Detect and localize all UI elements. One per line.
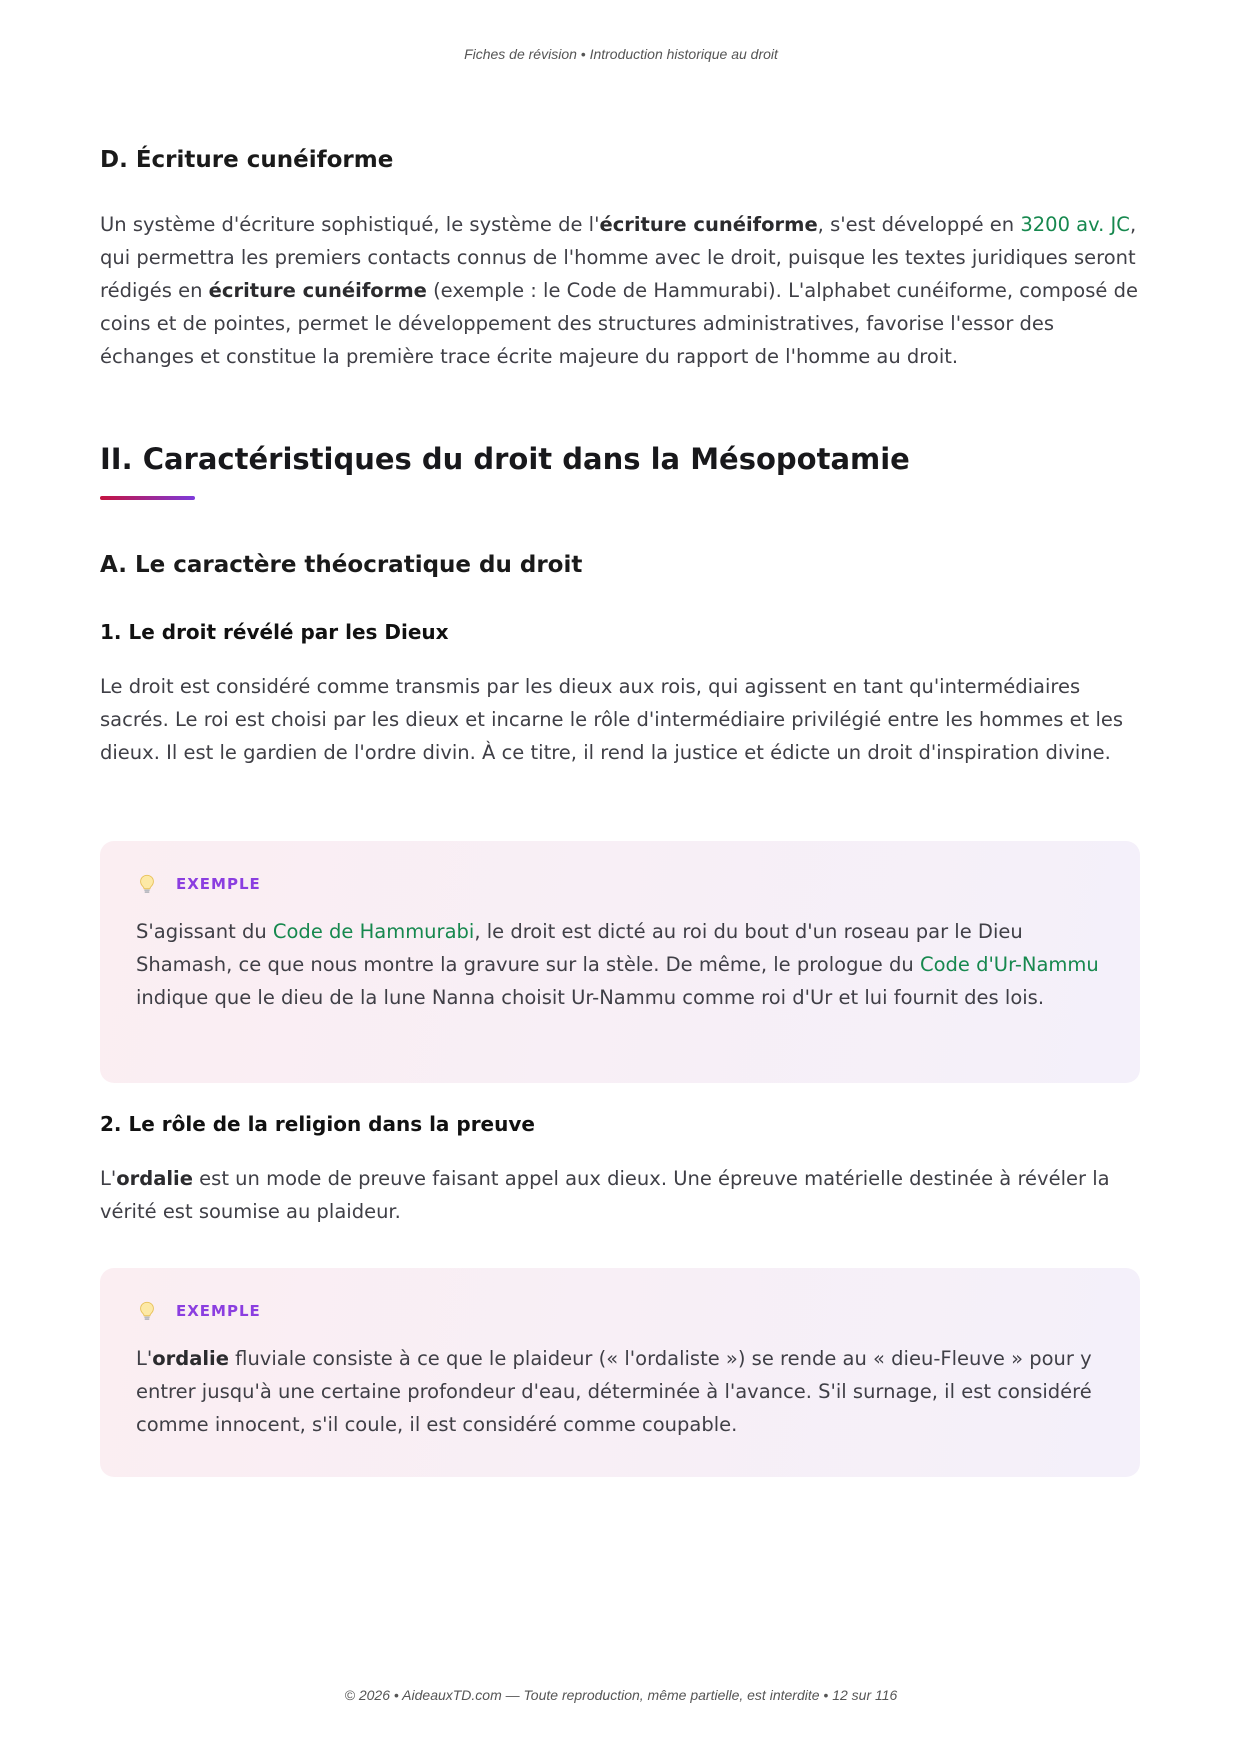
text-run: , le droit est dicté au roi du bout d'un roseau par le Dieu Shamash, ce que nous montre la gravure sur la stèle. De même, le prologue du — [136, 920, 1023, 976]
example-header — [136, 1300, 261, 1322]
text-run: , s'est développé en — [817, 213, 1021, 236]
bold-term: ordalie — [116, 1167, 193, 1190]
paragraph-droit-revele: Le droit est considéré comme transmis par les dieux aux rois, qui agissent en tant qu'intermédiaires sacrés. Le roi est choisi par les dieux et incarne le rôle d'intermédiaire privilégié entre les hommes et les dieux. Il est le gardien de l'ordre divin. À ce titre, il rend la justice et édicte un droit d'inspiration divine. — [100, 675, 1124, 764]
text-run: S'agissant du — [136, 920, 273, 943]
page-footer: © 2026 • AideauxTD.com — Toute reproduction, même partielle, est interdite • 12 sur 116 — [344, 1687, 898, 1703]
text-run: (exemple : le Code de Hammurabi). L'alphabet cunéiforme, composé de coins et de pointes, permet le développement des structures administratives, favorise l'essor des échanges et constitue la première trace écrite majeure du rapport de l'homme au droit. — [100, 279, 1138, 368]
code-hammurabi-link[interactable]: Code de Hammurabi — [272, 920, 475, 943]
section-underline — [100, 496, 195, 500]
subsection-title-a: A. Le caractère théocratique du droit — [100, 552, 583, 578]
bold-term: ordalie — [152, 1347, 229, 1370]
example-text-1 — [136, 915, 1106, 1014]
text-run: L' — [136, 1347, 153, 1370]
text-run: Un système d'écriture sophistiqué, le système de l' — [100, 213, 600, 236]
lightbulb-icon — [136, 1300, 158, 1322]
example-label: EXEMPLE — [176, 1302, 261, 1320]
paragraph-cuneiform — [100, 208, 1140, 373]
example-box-2 — [100, 1268, 1140, 1477]
date-link[interactable]: 3200 av. JC — [1020, 213, 1130, 236]
code-ur-nammu-link[interactable]: Code d'Ur-Nammu — [919, 953, 1099, 976]
text-run: fluviale consiste à ce que le plaideur (« l'ordaliste ») se rende au « dieu-Fleuve » pour y entrer jusqu'à une certaine profondeur d'eau, déterminée à l'avance. S'il surnage, il est considéré comme innocent, s'il coule, il est considéré comme coupable. — [136, 1347, 1092, 1436]
running-header: Fiches de révision • Introduction historique au droit — [464, 46, 778, 62]
paragraph-ordalie — [100, 1162, 1140, 1228]
bold-term: écriture cunéiforme — [208, 279, 427, 302]
bold-term: écriture cunéiforme — [599, 213, 818, 236]
text-run: , qui permettra les premiers contacts connus de l'homme avec le droit, puisque les textes juridiques seront rédigés en — [100, 213, 1137, 302]
subsection-title-d: D. Écriture cunéiforme — [100, 147, 394, 173]
lightbulb-icon — [136, 873, 158, 895]
example-text-2 — [136, 1342, 1106, 1441]
example-box-1 — [100, 841, 1140, 1083]
example-label: EXEMPLE — [176, 875, 261, 893]
point-title-2: 2. Le rôle de la religion dans la preuve — [100, 1112, 535, 1136]
point-title-1: 1. Le droit révélé par les Dieux — [100, 620, 449, 644]
text-run: L' — [100, 1167, 117, 1190]
text-run: indique que le dieu de la lune Nanna choisit Ur-Nammu comme roi d'Ur et lui fournit des lois. — [136, 986, 1045, 1009]
section-title-ii: II. Caractéristiques du droit dans la Mésopotamie — [100, 442, 910, 476]
text-run: est un mode de preuve faisant appel aux dieux. Une épreuve matérielle destinée à révéler la vérité est soumise au plaideur. — [100, 1167, 1110, 1223]
example-header — [136, 873, 261, 895]
